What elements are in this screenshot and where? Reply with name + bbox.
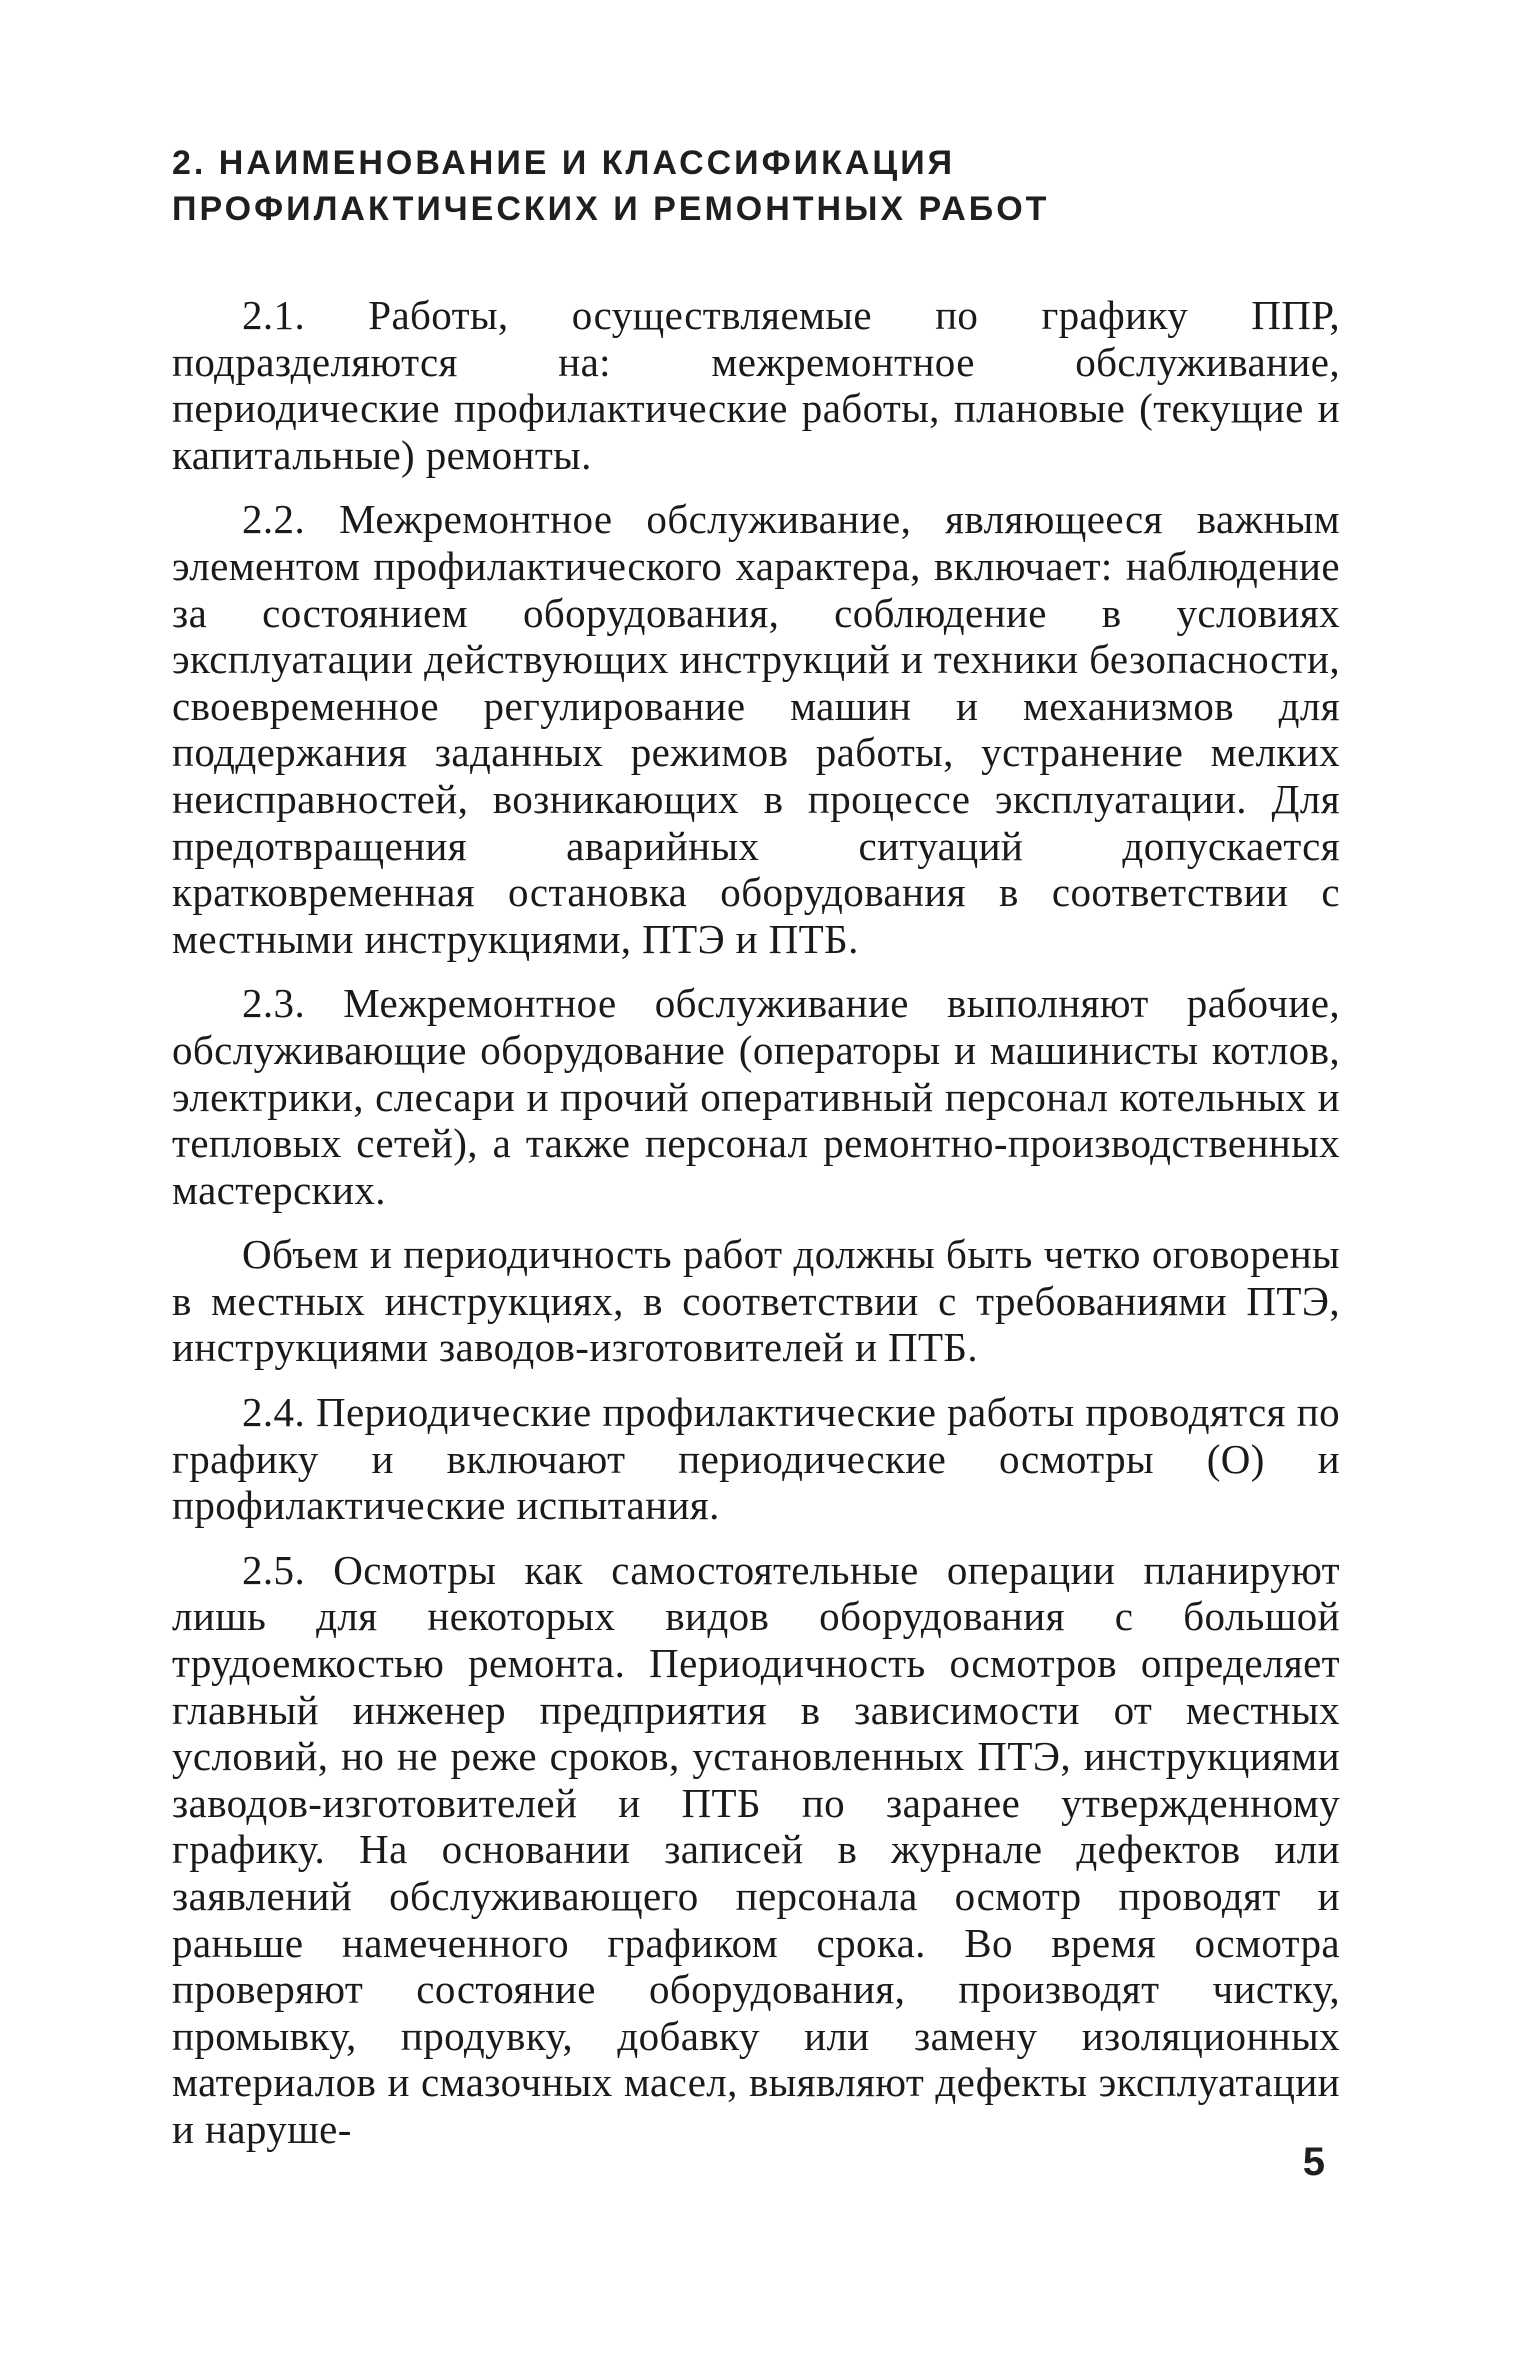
paragraph-2-3: [172, 980, 1340, 1213]
section-heading: [172, 140, 1340, 232]
paragraph-2-3-continued: [172, 1231, 1340, 1371]
paragraph-number: 2.1.: [242, 292, 306, 338]
paragraph-text: Межремонтное обслуживание выполняют рабочие, обслуживающие оборудование (операторы и машинисты котлов, электрики, слесари и прочий оперативный персонал котельных и тепловых сетей), а также персонал ремонтно-производственных мастерских.: [172, 980, 1340, 1213]
paragraph-2-1: [172, 292, 1340, 478]
page-content: [172, 140, 1340, 2171]
paragraph-text: Межремонтное обслуживание, являющееся важным элементом профилактического характера, включает: наблюдение за состоянием оборудования, соблюдение в условиях эксплуатации действующих инструкций и техники безопасности, своевременное регулирование машин и механизмов для поддержания заданных режимов работы, устранение мелких неисправностей, возникающих в процессе эксплуатации. Для предотвращения аварийных ситуаций допускается кратковременная остановка оборудования в соответствии с местными инструкциями, ПТЭ и ПТБ.: [172, 496, 1340, 962]
paragraph-number: 2.3.: [242, 980, 306, 1027]
paragraph-number: 2.4.: [242, 1389, 306, 1436]
paragraph-text: Периодические профилактические работы проводятся по графику и включают периодические осмотры (О) и профилактические испытания.: [172, 1389, 1340, 1529]
paragraph-2-5: [172, 1547, 1340, 2153]
paragraph-number: 2.2.: [242, 496, 306, 543]
heading-line-1: 2. НАИМЕНОВАНИЕ И КЛАССИФИКАЦИЯ: [172, 144, 956, 182]
paragraph-text: Осмотры как самостоятельные операции планируют лишь для некоторых видов оборудования с большой трудоемкостью ремонта. Периодичность осмотров определяет главный инженер предприятия в зависимости от местных условий, но не реже сроков, установленных ПТЭ, инструкциями заводов-изготовителей и ПТБ по заранее утвержденному графику. На основании записей в журнале дефектов или заявлений обслуживающего персонала осмотр проводят и раньше намеченного графиком срока. Во время осмотра проверяют состояние оборудования, производят чистку, промывку, продувку, добавку или замену изоляционных материалов и смазочных масел, выявляют дефекты эксплуатации и наруше-: [172, 1546, 1340, 2152]
paragraph-text: Работы, осуществляемые по графику ППР, подразделяются на: межремонтное обслуживание, периодические профилактические работы, плановые (текущие и капитальные) ремонты.: [172, 292, 1340, 478]
heading-line-2: ПРОФИЛАКТИЧЕСКИХ И РЕМОНТНЫХ РАБОТ: [172, 190, 1050, 228]
paragraph-text: Объем и периодичность работ должны быть четко оговорены в местных инструкциях, в соответствии с требованиями ПТЭ, инструкциями заводов-изготовителей и ПТБ.: [172, 1231, 1340, 1371]
page-number: 5: [1302, 2140, 1325, 2184]
paragraph-number: 2.5.: [242, 1546, 306, 1593]
paragraph-2-4: [172, 1389, 1340, 1529]
paragraph-2-2: [172, 496, 1340, 962]
